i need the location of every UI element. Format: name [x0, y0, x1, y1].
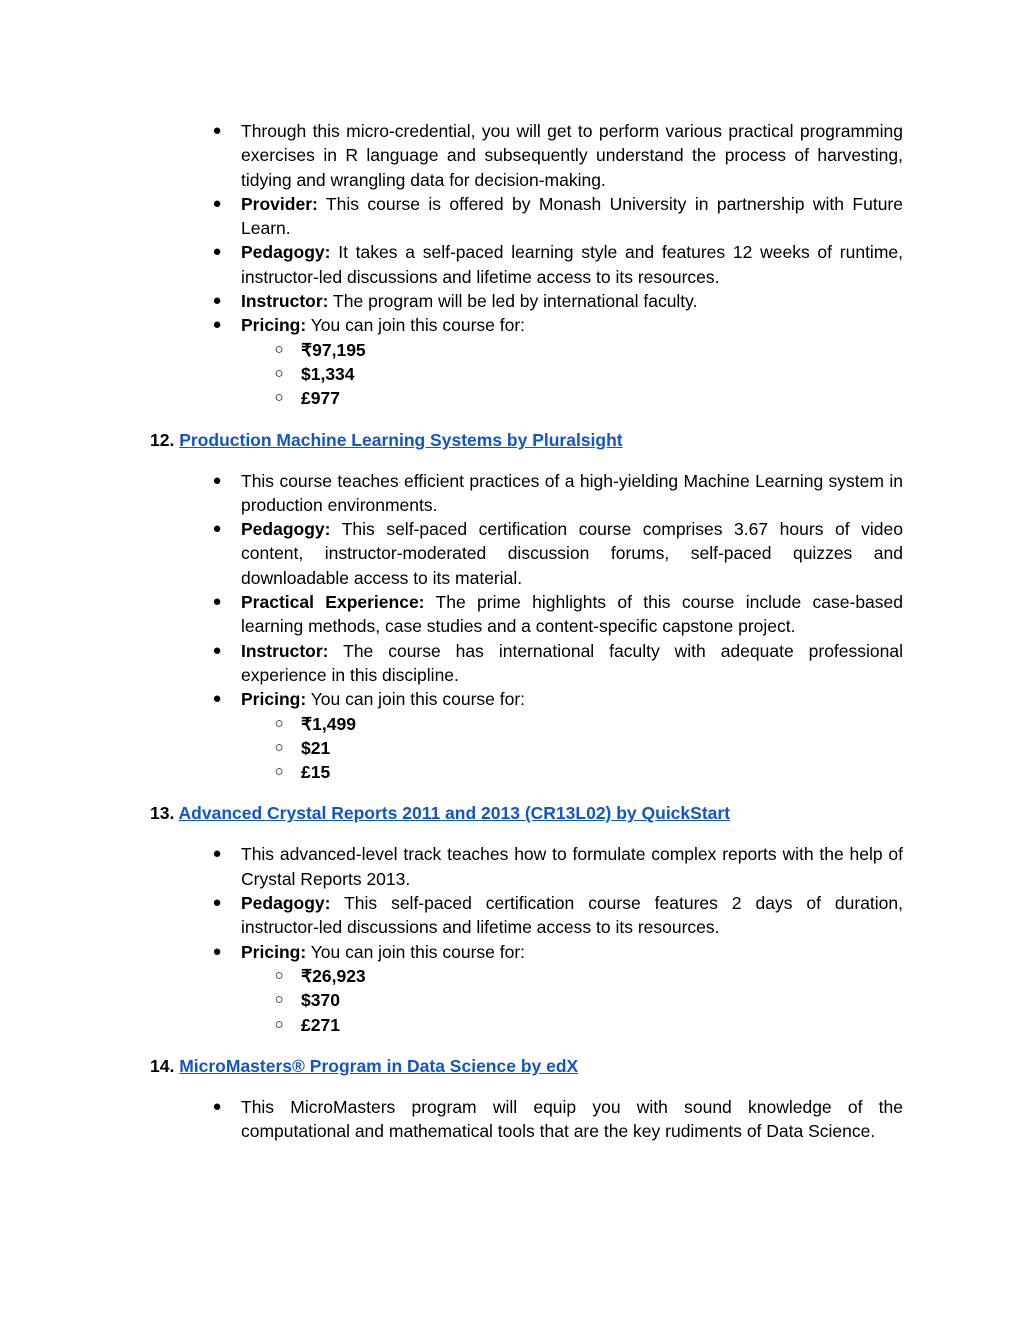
bullet-mark: ● — [212, 942, 222, 960]
bullet-mark: ● — [212, 641, 222, 659]
section-heading-14 — [150, 1054, 903, 1078]
list-item — [212, 289, 903, 313]
circle-mark: ○ — [274, 966, 284, 984]
item-text: The program will be led by international faculty. — [328, 291, 698, 312]
document-content — [150, 119, 903, 1143]
course-link-13[interactable]: Advanced Crystal Reports 2011 and 2013 (CR13L02) by QuickStart — [178, 803, 731, 824]
heading-number: 12. — [150, 429, 175, 450]
bullet-mark: ● — [212, 292, 222, 310]
list-item — [212, 192, 903, 241]
list-item — [212, 119, 903, 192]
section-13-bullets — [150, 842, 903, 1036]
item-label: Pedagogy: — [241, 519, 331, 540]
item-text: You can join this course for: — [306, 689, 526, 710]
item-text: The course has international faculty with adequate professional experience in this discipline. — [241, 640, 903, 685]
section-14-bullets — [150, 1095, 903, 1144]
list-item — [212, 687, 903, 784]
item-label: Provider: — [241, 193, 318, 214]
item-text: This course teaches efficient practices of a high-yielding Machine Learning system in production environments. — [241, 470, 903, 515]
item-label: Practical Experience: — [241, 592, 425, 613]
price-value: ₹26,923 — [301, 965, 366, 986]
item-label: Instructor: — [241, 291, 329, 312]
heading-number: 14. — [150, 1055, 175, 1076]
circle-mark: ○ — [274, 1015, 284, 1033]
price-item — [274, 338, 903, 362]
price-value: £977 — [301, 388, 340, 409]
bullet-mark: ● — [212, 243, 222, 261]
price-item — [274, 362, 903, 386]
circle-mark: ○ — [274, 389, 284, 407]
section-heading-12 — [150, 428, 903, 452]
bullet-mark: ● — [212, 894, 222, 912]
list-item — [212, 313, 903, 410]
bullet-mark: ● — [212, 593, 222, 611]
price-item — [274, 760, 903, 784]
price-value: £15 — [301, 762, 331, 783]
circle-mark: ○ — [274, 364, 284, 382]
item-text: It takes a self-paced learning style and features 12 weeks of runtime, instructor-led discussions and lifetime access to its resources. — [241, 242, 903, 287]
bullet-mark: ● — [212, 194, 222, 212]
item-label: Pedagogy: — [241, 893, 331, 914]
price-item — [274, 386, 903, 410]
section-heading-13 — [150, 801, 903, 825]
bullet-mark: ● — [212, 122, 222, 139]
item-label: Pricing: — [241, 689, 307, 710]
list-item — [212, 517, 903, 590]
item-text: The prime highlights of this course include case-based learning methods, case studies and a content-specific capstone project. — [241, 592, 903, 637]
bullet-mark: ● — [212, 845, 222, 863]
list-item — [212, 590, 903, 639]
list-item — [212, 240, 903, 289]
item-text: This advanced-level track teaches how to formulate complex reports with the help of Crystal Reports 2013. — [241, 844, 903, 889]
item-label: Pricing: — [241, 315, 307, 336]
item-text: This course is offered by Monash University in partnership with Future Learn. — [241, 193, 903, 239]
circle-mark: ○ — [274, 763, 284, 781]
price-list — [241, 338, 903, 411]
bullet-mark: ● — [212, 690, 222, 708]
list-item — [212, 891, 903, 940]
item-text: This MicroMasters program will equip you with sound knowledge of the computational and mathematical tools that are the key rudiments of Data Science. — [241, 1096, 903, 1142]
item-text: This self-paced certification course features 2 days of duration, instructor-led discussions and lifetime access to its resources. — [241, 893, 903, 938]
circle-mark: ○ — [274, 738, 284, 756]
price-value: ₹1,499 — [301, 713, 356, 734]
section-11-bullets — [150, 119, 903, 411]
price-item — [274, 1013, 903, 1037]
circle-mark: ○ — [274, 714, 284, 732]
price-value: £271 — [301, 1014, 340, 1035]
price-item — [274, 964, 903, 988]
price-value: $1,334 — [301, 363, 355, 384]
price-item — [274, 736, 903, 760]
circle-mark: ○ — [274, 991, 284, 1009]
price-list — [241, 712, 903, 785]
item-text: Through this micro-credential, you will get to perform various practical programming exercises in R language and subsequently understand the process of harvesting, tidying and wrangling data for decision-making. — [241, 121, 903, 190]
course-link-12[interactable]: Production Machine Learning Systems by Pluralsight — [179, 429, 623, 450]
section-12-bullets — [150, 469, 903, 785]
price-item — [274, 712, 903, 736]
price-value: $370 — [301, 990, 340, 1011]
item-label: Instructor: — [241, 640, 329, 661]
price-value: ₹97,195 — [301, 339, 366, 360]
list-item — [212, 469, 903, 518]
list-item — [212, 940, 903, 1037]
list-item — [212, 639, 903, 688]
price-list — [241, 964, 903, 1037]
item-label: Pedagogy: — [241, 242, 331, 263]
course-link-14[interactable]: MicroMasters® Program in Data Science by edX — [179, 1055, 579, 1076]
list-item — [212, 1095, 903, 1144]
item-label: Pricing: — [241, 941, 307, 962]
price-item — [274, 988, 903, 1012]
item-text: This self-paced certification course comprises 3.67 hours of video content, instructor-moderated discussion forums, self-paced quizzes and downloadable access to its material. — [241, 519, 903, 588]
item-text: You can join this course for: — [306, 941, 526, 962]
bullet-mark: ● — [212, 1097, 222, 1115]
price-value: $21 — [301, 737, 331, 758]
bullet-mark: ● — [212, 520, 222, 538]
item-text: You can join this course for: — [306, 315, 526, 336]
heading-number: 13. — [150, 803, 175, 824]
list-item — [212, 842, 903, 891]
bullet-mark: ● — [212, 471, 222, 489]
bullet-mark: ● — [212, 316, 222, 334]
circle-mark: ○ — [274, 340, 284, 358]
